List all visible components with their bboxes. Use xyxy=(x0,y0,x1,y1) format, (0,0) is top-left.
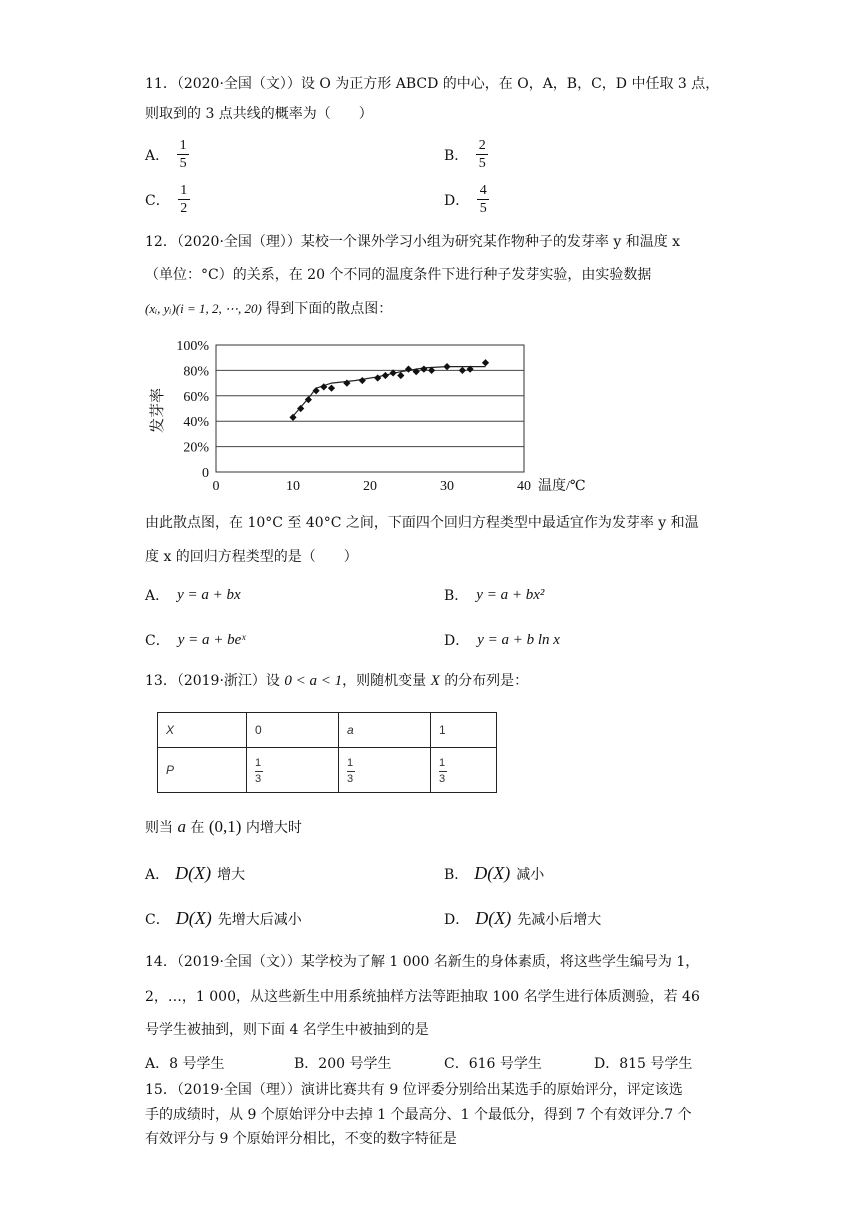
data-point xyxy=(289,414,296,421)
q11-stem-line-1: 11．（2020·全国（文））设 O 为正方形 ABCD 的中心，在 O，A，B，C，D 中任取 3 点， xyxy=(145,76,720,92)
q14-option-b[interactable]: B．200 号学生 xyxy=(294,1056,392,1072)
germination-scatter-chart xyxy=(140,330,610,495)
q11-stem-line-2: 则取到的 3 点共线的概率为（ ） xyxy=(145,106,373,122)
q11-option-c[interactable] xyxy=(145,182,190,217)
data-point xyxy=(482,359,489,366)
q14-option-d[interactable]: D．815 号学生 xyxy=(594,1056,693,1072)
q13-stem-text-b: ，则随机变量 xyxy=(342,673,427,689)
chart-grid xyxy=(216,345,524,472)
option-letter: A． xyxy=(145,866,170,883)
fraction: $\frac{2}{5}$ xyxy=(476,137,488,172)
table-cell: P xyxy=(158,748,247,793)
fraction: $\frac{1}{5}$ xyxy=(177,137,189,172)
trend-line xyxy=(293,367,486,417)
table-cell: X xyxy=(158,713,247,748)
option-letter: A． xyxy=(145,588,170,604)
q13-condition: 0 < a < 1 xyxy=(284,673,343,689)
x-axis-label: 温度/℃ xyxy=(538,479,586,494)
data-point xyxy=(397,372,404,379)
option-letter: C． xyxy=(145,192,170,209)
option-text: 增大 xyxy=(217,866,246,883)
q12-stem-line-1: 12．（2020·全国（理））某校一个课外学习小组为研究某作物种子的发芽率 y 和温度 x xyxy=(145,234,681,250)
q13-stem-line-1 xyxy=(145,671,528,691)
y-tick-label: 80% xyxy=(183,364,209,380)
variance-expr: D(X) xyxy=(175,863,212,883)
table-cell xyxy=(431,748,497,793)
option-text: 先减小后增大 xyxy=(517,911,602,928)
data-point xyxy=(405,366,412,373)
x-tick-label: 20 xyxy=(363,479,377,494)
x-tick-label: 30 xyxy=(440,479,454,494)
q13-stem-line-2 xyxy=(145,817,302,838)
formula: y = a + beˣ xyxy=(177,631,246,648)
q12-option-b[interactable] xyxy=(444,585,544,605)
x-tick-label: 40 xyxy=(517,479,531,494)
data-points xyxy=(289,359,489,421)
q12-option-c[interactable] xyxy=(145,630,246,650)
data-point xyxy=(328,385,335,392)
table-row xyxy=(158,748,497,793)
data-point xyxy=(313,387,320,394)
data-point xyxy=(305,396,312,403)
y-axis-label-group xyxy=(148,388,166,433)
option-text: 先增大后减小 xyxy=(217,911,302,928)
table-cell xyxy=(339,748,431,793)
y-tick-label: 0 xyxy=(202,466,209,481)
variance-expr: D(X) xyxy=(175,908,212,928)
data-point xyxy=(374,374,381,381)
trend-curve xyxy=(293,367,486,417)
option-letter: D． xyxy=(444,911,470,928)
q11-option-a[interactable] xyxy=(145,137,189,172)
option-letter: B． xyxy=(444,866,469,883)
formula: y = a + bx xyxy=(177,586,241,603)
option-letter: C． xyxy=(145,633,170,649)
fraction: $\frac{1}{3}$ xyxy=(255,756,262,785)
q13-param: a xyxy=(177,817,186,836)
q12-stem-line-3-text: 得到下面的散点图： xyxy=(266,301,393,317)
q13-stem-text-a: 13．（2019·浙江）设 xyxy=(145,673,280,689)
q12-option-d[interactable] xyxy=(444,630,560,650)
data-point xyxy=(420,366,427,373)
option-letter: D． xyxy=(444,192,470,209)
table-cell: 0 xyxy=(247,713,339,748)
plot-frame xyxy=(216,345,524,472)
option-letter: B． xyxy=(444,588,469,604)
q13-option-a[interactable] xyxy=(145,863,245,884)
fraction: $\frac{1}{2}$ xyxy=(178,182,190,217)
variance-expr: D(X) xyxy=(474,863,511,883)
data-point xyxy=(443,363,450,370)
fraction: $\frac{1}{3}$ xyxy=(347,756,354,785)
q13-interval: (0,1) xyxy=(208,817,242,836)
q12-after-line-2: 度 x 的回归方程类型的是（ ） xyxy=(145,549,358,565)
q11-option-d[interactable] xyxy=(444,182,489,217)
q12-stem-line-2: （单位：°C）的关系，在 20 个不同的温度条件下进行种子发芽实验，由实验数据 xyxy=(145,267,652,283)
variance-expr: D(X) xyxy=(475,908,512,928)
q14-stem-line-3: 号学生被抽到，则下面 4 名学生中被抽到的是 xyxy=(145,1022,429,1038)
y-tick-label: 100% xyxy=(176,339,209,354)
q11-option-b[interactable] xyxy=(444,137,488,172)
formula: y = a + b ln x xyxy=(477,631,560,648)
q14-option-c[interactable]: C．616 号学生 xyxy=(444,1056,542,1072)
option-letter: A． xyxy=(145,147,170,164)
q15-stem-line-1: 15．（2019·全国（理））演讲比赛共有 9 位评委分别给出某选手的原始评分，评定该选 xyxy=(145,1082,683,1098)
q14-stem-line-2: 2，…，1 000，从这些新生中用系统抽样方法等距抽取 100 名学生进行体质测验，若 46 xyxy=(145,989,700,1005)
q13-stem-text-c: 的分布列是： xyxy=(444,673,529,689)
formula: y = a + bx² xyxy=(476,586,545,603)
q14-stem-line-1: 14．（2019·全国（文））某学校为了解 1 000 名新生的身体素质，将这些学生编号为 1， xyxy=(145,954,700,970)
q12-option-a[interactable] xyxy=(145,585,241,605)
option-text: 减小 xyxy=(516,866,545,883)
distribution-table xyxy=(157,712,497,793)
q13-option-c[interactable] xyxy=(145,908,302,929)
y-tick-label: 20% xyxy=(183,440,209,456)
q13-text-increase: 内增大时 xyxy=(245,820,302,836)
x-tick-label: 0 xyxy=(212,479,220,494)
table-cell: 1 xyxy=(431,713,497,748)
data-point xyxy=(359,377,366,384)
table-cell: a xyxy=(339,713,431,748)
data-pair-notation: (xᵢ, yᵢ)(i = 1, 2, ⋯, 20) xyxy=(145,301,262,316)
q15-stem-line-3: 有效评分与 9 个原始评分相比，不变的数字特征是 xyxy=(145,1131,457,1147)
x-tick-label: 10 xyxy=(286,479,300,494)
data-point xyxy=(382,372,389,379)
data-point xyxy=(459,367,466,374)
q13-option-d[interactable] xyxy=(444,908,601,929)
y-axis-label: 发芽率 xyxy=(150,387,166,434)
q13-variable: X xyxy=(430,673,440,689)
table-cell xyxy=(247,748,339,793)
option-letter: B． xyxy=(444,147,469,164)
y-tick-label: 60% xyxy=(183,389,209,405)
y-tick-label: 40% xyxy=(183,415,209,431)
option-letter: C． xyxy=(145,911,170,928)
q12-stem-line-3 xyxy=(145,299,392,319)
q15-stem-line-2: 手的成绩时，从 9 个原始评分中去掉 1 个最高分、1 个最低分，得到 7 个有效评分.7 个 xyxy=(145,1107,692,1123)
q13-text-in: 在 xyxy=(190,820,205,836)
table-row xyxy=(158,713,497,748)
fraction: $\frac{4}{5}$ xyxy=(477,182,489,217)
option-letter: D． xyxy=(444,633,470,649)
q12-after-line-1: 由此散点图，在 10°C 至 40°C 之间，下面四个回归方程类型中最适宜作为发芽率 y 和温 xyxy=(145,515,699,531)
q14-option-a[interactable]: A．8 号学生 xyxy=(145,1056,225,1072)
q13-text-when: 则当 xyxy=(145,820,173,836)
fraction: $\frac{1}{3}$ xyxy=(439,756,446,785)
q13-option-b[interactable] xyxy=(444,863,544,884)
